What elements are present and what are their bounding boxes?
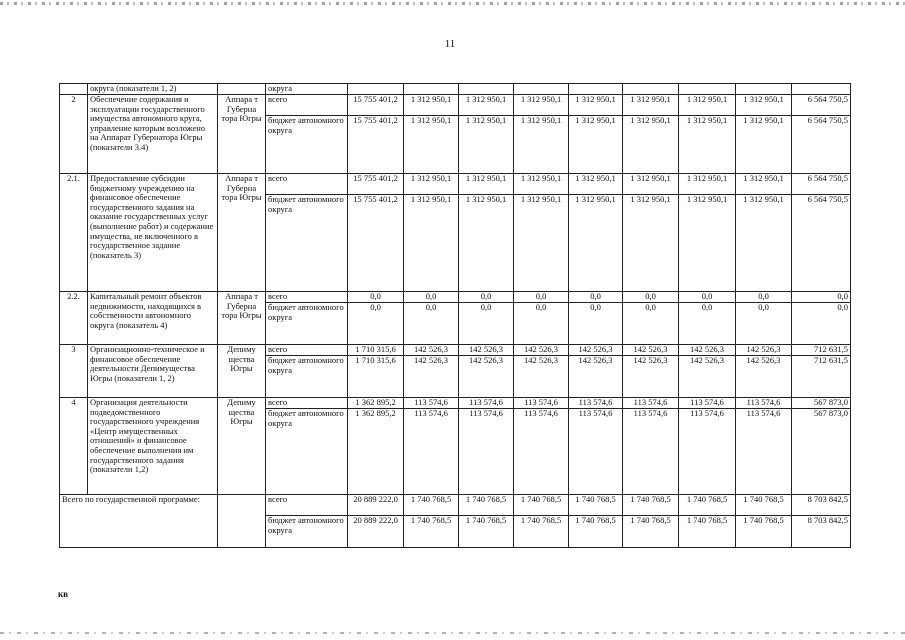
row-executor (218, 84, 266, 95)
value-cell: 1 710 315,6 (348, 356, 404, 398)
row-source: всего (266, 398, 348, 409)
table-row (60, 95, 851, 116)
value-cell: 1 740 768,5 (459, 516, 514, 548)
value-cell: 1 312 950,1 (623, 174, 679, 195)
value-cell: 1 312 950,1 (404, 174, 459, 195)
table-row (60, 174, 851, 195)
value-cell: 0,0 (404, 303, 459, 345)
value-cell: 1 312 950,1 (623, 95, 679, 116)
value-cell: 113 574,6 (514, 398, 569, 409)
value-cell: 142 526,3 (623, 345, 679, 356)
value-cell: 20 889 222,0 (348, 495, 404, 516)
value-cell: 113 574,6 (736, 398, 792, 409)
row-executor: Аппара т Губерна тора Югры (218, 292, 266, 345)
value-cell: 0,0 (459, 303, 514, 345)
value-cell: 0,0 (404, 292, 459, 303)
value-cell: 1 740 768,5 (569, 516, 623, 548)
value-cell: 113 574,6 (679, 409, 736, 495)
value-cell: 1 312 950,1 (569, 95, 623, 116)
value-cell: 712 631,5 (792, 356, 851, 398)
value-cell: 1 312 950,1 (404, 195, 459, 292)
value-cell: 0,0 (623, 303, 679, 345)
table-row (60, 345, 851, 356)
page-number: 11 (444, 38, 456, 50)
value-cell: 113 574,6 (569, 398, 623, 409)
value-cell: 0,0 (569, 303, 623, 345)
row-source: бюджет автономного округа (266, 195, 348, 292)
value-cell: 113 574,6 (459, 398, 514, 409)
value-cell: 15 755 401,2 (348, 195, 404, 292)
value-cell: 142 526,3 (514, 345, 569, 356)
row-number: 2.2. (60, 292, 88, 345)
scan-edge-bottom (0, 632, 905, 634)
value-cell: 1 312 950,1 (569, 195, 623, 292)
value-cell: 1 740 768,5 (459, 495, 514, 516)
value-cell: 1 740 768,5 (623, 495, 679, 516)
row-source: бюджет автономного округа (266, 409, 348, 495)
row-executor: Аппара т Губерна тора Югры (218, 174, 266, 292)
value-cell: 1 740 768,5 (569, 495, 623, 516)
value-cell: 1 312 950,1 (736, 116, 792, 174)
value-cell: 1 312 950,1 (679, 195, 736, 292)
value-cell: 567 873,0 (792, 398, 851, 409)
value-cell: 1 740 768,5 (679, 516, 736, 548)
value-cell: 1 312 950,1 (623, 116, 679, 174)
table-row (60, 84, 851, 95)
row-source: бюджет автономного округа (266, 303, 348, 345)
row-number: 4 (60, 398, 88, 495)
value-cell: 1 312 950,1 (679, 174, 736, 195)
row-name: Организационно-техническое и финансовое обеспечение деятельности Депимущества Югры (показатели 1, 2) (88, 345, 218, 398)
value-cell: 1 312 950,1 (514, 195, 569, 292)
value-cell: 20 889 222,0 (348, 516, 404, 548)
row-executor: Депиму щества Югры (218, 398, 266, 495)
value-cell: 1 740 768,5 (404, 495, 459, 516)
value-cell: 6 564 750,5 (792, 95, 851, 116)
value-cell: 567 873,0 (792, 409, 851, 495)
value-cell: 113 574,6 (569, 409, 623, 495)
row-source: бюджет автономного округа (266, 116, 348, 174)
row-name: Обеспечение содержания и эксплуатации государственного имущества автономного круга, управление которым возложено на Аппарат Губернатора Югры (показатели 3.4) (88, 95, 218, 174)
value-cell: 1 312 950,1 (514, 116, 569, 174)
value-cell: 1 740 768,5 (623, 516, 679, 548)
row-executor: Аппара т Губерна тора Югры (218, 95, 266, 174)
row-executor: Депиму щества Югры (218, 345, 266, 398)
budget-table (59, 83, 851, 548)
row-name: округа (показатели 1, 2) (88, 84, 218, 95)
value-cell: 0,0 (623, 292, 679, 303)
value-cell: 142 526,3 (404, 356, 459, 398)
row-number: 2.1. (60, 174, 88, 292)
row-name: Предоставление субсидии бюджетному учреждению на финансовое обеспечение государственного задания на оказание государственных услуг (выполнение работ) и содержание имущества, не включенного в государственное задание (показатель 3) (88, 174, 218, 292)
value-cell: 0,0 (679, 303, 736, 345)
value-cell: 142 526,3 (459, 345, 514, 356)
value-cell: 142 526,3 (679, 356, 736, 398)
value-cell: 1 312 950,1 (459, 116, 514, 174)
value-cell: 8 703 842,5 (792, 516, 851, 548)
row-number (60, 84, 88, 95)
row-source: бюджет автономного округа (266, 356, 348, 398)
value-cell: 6 564 750,5 (792, 174, 851, 195)
value-cell: 1 312 950,1 (679, 95, 736, 116)
value-cell: 0,0 (792, 303, 851, 345)
value-cell: 15 755 401,2 (348, 95, 404, 116)
value-cell: 1 740 768,5 (736, 495, 792, 516)
value-cell: 1 312 950,1 (736, 95, 792, 116)
row-source: всего (266, 495, 348, 516)
row-name: Капитальный ремонт объектов недвижимости, находящихся в собственности автономного округа (показатель 4) (88, 292, 218, 345)
row-source: всего (266, 174, 348, 195)
value-cell: 1 312 950,1 (459, 95, 514, 116)
table-row (60, 398, 851, 409)
value-cell: 1 312 950,1 (623, 195, 679, 292)
value-cell: 1 312 950,1 (736, 195, 792, 292)
value-cell: 142 526,3 (736, 345, 792, 356)
value-cell: 1 710 315,6 (348, 345, 404, 356)
value-cell: 1 312 950,1 (736, 174, 792, 195)
value-cell: 1 312 950,1 (404, 95, 459, 116)
corner-mark: кв (58, 589, 69, 599)
value-cell: 142 526,3 (569, 345, 623, 356)
value-cell: 712 631,5 (792, 345, 851, 356)
value-cell: 1 740 768,5 (514, 516, 569, 548)
value-cell: 15 755 401,2 (348, 116, 404, 174)
value-cell: 142 526,3 (679, 345, 736, 356)
value-cell: 0,0 (569, 292, 623, 303)
value-cell: 142 526,3 (623, 356, 679, 398)
value-cell: 1 740 768,5 (404, 516, 459, 548)
row-source: всего (266, 345, 348, 356)
value-cell: 0,0 (514, 303, 569, 345)
value-cell: 113 574,6 (459, 409, 514, 495)
value-cell: 113 574,6 (679, 398, 736, 409)
value-cell: 142 526,3 (736, 356, 792, 398)
value-cell: 113 574,6 (623, 409, 679, 495)
value-cell: 0,0 (348, 292, 404, 303)
value-cell: 1 740 768,5 (736, 516, 792, 548)
row-source: всего (266, 95, 348, 116)
value-cell: 142 526,3 (569, 356, 623, 398)
value-cell: 1 312 950,1 (569, 116, 623, 174)
value-cell: 0,0 (736, 303, 792, 345)
value-cell: 0,0 (459, 292, 514, 303)
value-cell: 1 362 895,2 (348, 409, 404, 495)
row-source: бюджет автономного округа (266, 516, 348, 548)
value-cell: 113 574,6 (404, 398, 459, 409)
value-cell: 0,0 (792, 292, 851, 303)
value-cell: 0,0 (514, 292, 569, 303)
value-cell: 0,0 (736, 292, 792, 303)
value-cell: 1 312 950,1 (679, 116, 736, 174)
value-cell: 1 740 768,5 (514, 495, 569, 516)
value-cell: 6 564 750,5 (792, 116, 851, 174)
value-cell: 113 574,6 (736, 409, 792, 495)
value-cell: 1 312 950,1 (514, 95, 569, 116)
scan-edge-top (0, 2, 905, 5)
row-number: 2 (60, 95, 88, 174)
value-cell: 1 312 950,1 (459, 174, 514, 195)
value-cell: 1 312 950,1 (459, 195, 514, 292)
value-cell: 1 312 950,1 (514, 174, 569, 195)
value-cell: 142 526,3 (514, 356, 569, 398)
row-source: округа (266, 84, 348, 95)
value-cell: 1 312 950,1 (404, 116, 459, 174)
row-name: Организация деятельности подведомственного государственного учреждения «Центр имущественных отношений» и финансовое обеспечение выполнения им государственного задания (показатели 1,2) (88, 398, 218, 495)
value-cell: 15 755 401,2 (348, 174, 404, 195)
value-cell: 113 574,6 (404, 409, 459, 495)
value-cell: 6 564 750,5 (792, 195, 851, 292)
value-cell: 142 526,3 (404, 345, 459, 356)
value-cell: 0,0 (679, 292, 736, 303)
table-row-total (60, 495, 851, 516)
row-source: всего (266, 292, 348, 303)
value-cell: 142 526,3 (459, 356, 514, 398)
total-label: Всего по государственной программе: (60, 495, 218, 548)
value-cell: 8 703 842,5 (792, 495, 851, 516)
table-row (60, 292, 851, 303)
value-cell: 0,0 (348, 303, 404, 345)
value-cell: 113 574,6 (623, 398, 679, 409)
value-cell: 113 574,6 (514, 409, 569, 495)
value-cell: 1 740 768,5 (679, 495, 736, 516)
value-cell: 1 312 950,1 (569, 174, 623, 195)
value-cell: 1 362 895,2 (348, 398, 404, 409)
row-number: 3 (60, 345, 88, 398)
